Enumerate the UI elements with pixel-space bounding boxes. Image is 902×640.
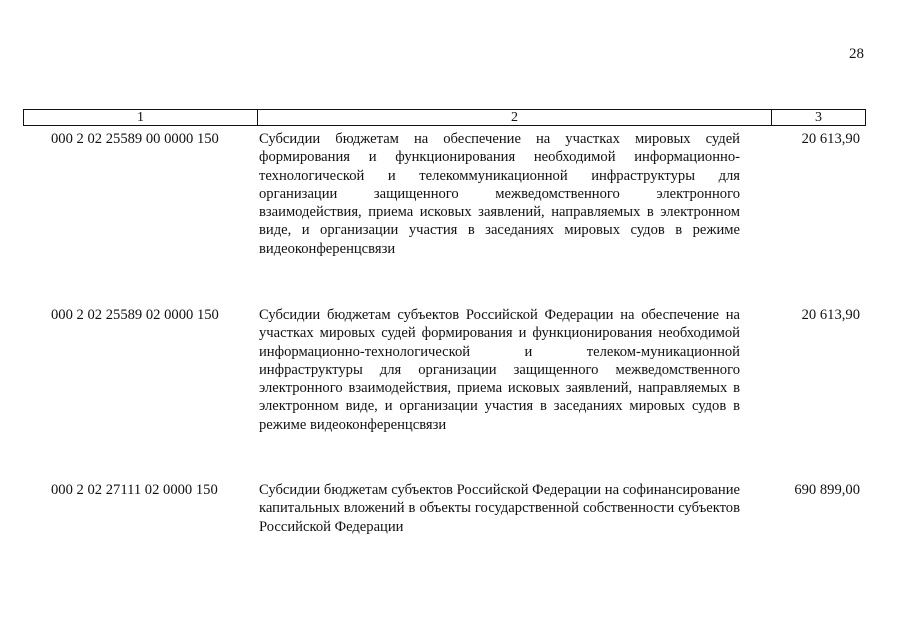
- row-description: Субсидии бюджетам субъектов Российской Федерации на обеспечение на участках мировых судей формирования и функционирования необходимой информационно-технологической и телеком-муникационной инфраструктуры для организации защищенного межведомственного электронного взаимодействия, приема исковых заявлений, направляемых в электронном виде, и организации участия в заседаниях мировых судов в режиме видеоконференцсвязи: [259, 307, 740, 433]
- row-amount: 20 613,90: [801, 131, 860, 147]
- budget-code: 000 2 02 27111 02 0000 150: [51, 482, 218, 498]
- table-header-row: [23, 109, 866, 126]
- row-amount: 20 613,90: [801, 307, 860, 323]
- column-header-1: 1: [24, 110, 258, 125]
- page-number: 28: [849, 46, 864, 62]
- column-header-3: 3: [815, 110, 822, 125]
- budget-code: 000 2 02 25589 02 0000 150: [51, 307, 219, 323]
- row-description: Субсидии бюджетам на обеспечение на участках мировых судей формирования и функционирования необходимой информационно-технологической и телекоммуникационной инфраструктуры для организации защищенного межведомственного электронного взаимодействия, приема исковых заявлений, направляемых в электронном виде, и организации участия в заседаниях мировых судов в режиме видеоконференцсвязи: [259, 131, 740, 257]
- column-header-2: 2: [258, 110, 772, 125]
- row-amount: 690 899,00: [794, 482, 860, 498]
- row-description: Субсидии бюджетам субъектов Российской Федерации на софинансирование капитальных вложений в объекты государственной собственности субъектов Российской Федерации: [259, 482, 740, 535]
- budget-code: 000 2 02 25589 00 0000 150: [51, 131, 219, 147]
